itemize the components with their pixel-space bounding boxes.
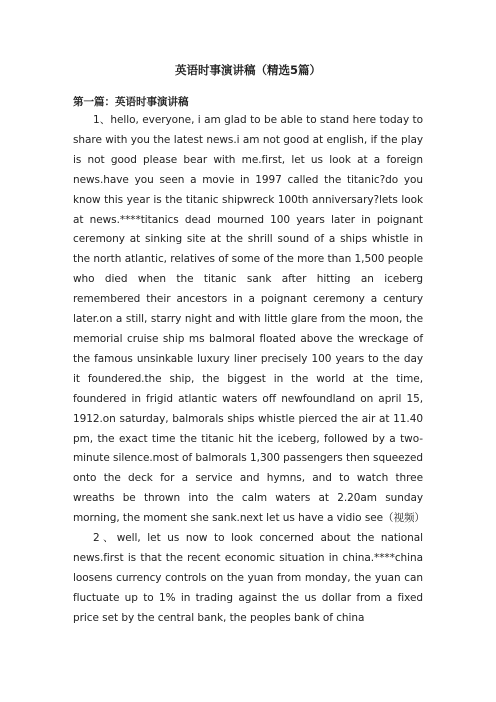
paragraph-1: 1、hello, everyone, i am glad to be able to stand here today to share with you the latest news.i am not good at english, if the play is not good please bear with me.first, let us look at a foreign news.have you seen a movie in 1997 called the titanic?do you know this year is the titanic shipwreck 100th anniversary?lets look at news.****titanics dead mourned 100 years later in poignant ceremony at sinking site at the shrill sound of a ships whistle in the north atlantic, relatives of some of the more than 1,500 people who died when the titanic sank after hitting an iceberg remembered their ancestors in a poignant ceremony a century later.on a still, starry night and with little glare from the moon, the memorial cruise ship ms balmoral floated above the wreckage of the famous unsinkable luxury liner precisely 100 years to the day it foundered.the ship, the biggest in the world at the time, foundered in frigid atlantic waters off newfoundland on april 15, 1912.on saturday, balmorals ships whistle pierced the air at 11.40 pm, the exact time the titanic hit the iceberg, followed by a two-minute silence.most of balmorals 1,300 passengers then squeezed onto the deck for a service and hymns, and to watch three wreaths be thrown into the calm waters at 2.20am sunday morning, the moment she sank.next let us have a vidio see（视频） xyxy=(73,114,425,525)
section-heading: 第一篇：英语时事演讲稿 xyxy=(73,96,189,108)
document-title: 英语时事演讲稿（精选5篇） xyxy=(174,63,321,77)
document-page xyxy=(73,62,423,629)
paragraph-2: 2、well, let us now to look concerned about the national news.first is that the recent economic situation in china.****china loosens currency controls on the yuan from monday, the yuan can fluctuate up to 1% in trading against the us dollar from a fixed price set by the central bank, the peoples bank of china xyxy=(73,532,423,624)
